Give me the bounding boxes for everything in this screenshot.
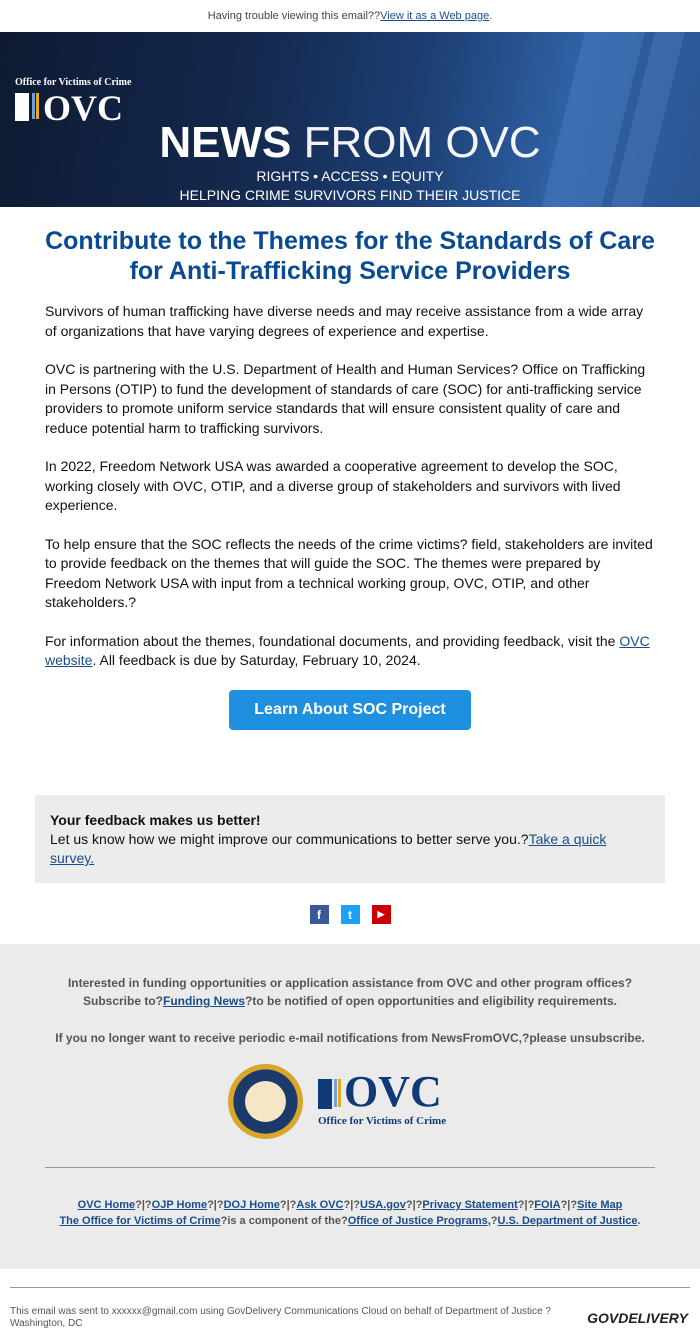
door-icon — [15, 93, 29, 121]
sent-notice: This email was sent to xxxxxx@gmail.com using GovDelivery Communications Cloud on behalf of Department of Justice ? Washington, DC — [10, 1306, 551, 1329]
separator: ?|? — [279, 1199, 297, 1211]
feedback-box — [35, 795, 665, 883]
paragraph-text: For information about the themes, foundational documents, and providing feedback, visit the — [45, 632, 620, 649]
component-text: . — [637, 1215, 641, 1227]
twitter-icon[interactable]: t — [341, 905, 360, 924]
funding-text: Interested in funding opportunities or application assistance from OVC and other program offices? — [67, 976, 633, 990]
banner-title-bold: NEWS — [159, 118, 292, 167]
usa-gov-link[interactable]: USA.gov — [360, 1199, 406, 1211]
unsubscribe-text: If you no longer want to receive periodic e-mail notifications from NewsFromOVC,?please unsubscribe. — [55, 1031, 645, 1045]
feedback-title: Your feedback makes us better! — [50, 812, 261, 828]
logo-small-text: Office for Victims of Crime — [318, 1115, 447, 1127]
view-web-page-link[interactable]: View it as a Web page — [380, 10, 490, 22]
separator: ?|? — [405, 1199, 423, 1211]
article-title: Contribute to the Themes for the Standards of Care for Anti-Trafficking Service Providers — [45, 227, 655, 285]
footer-links — [0, 1197, 700, 1229]
survey-link[interactable]: Take a quick survey. — [50, 831, 607, 866]
logo-big-text: OVC — [43, 88, 123, 128]
ask-ovc-link[interactable]: Ask OVC — [296, 1199, 344, 1211]
ovc-website-link[interactable]: OVC website — [45, 632, 650, 668]
ojp-link[interactable]: Office of Justice Programs, — [347, 1215, 491, 1227]
youtube-icon[interactable]: ▶ — [372, 905, 391, 924]
separator: ?|? — [135, 1199, 152, 1211]
preheader-end: . — [489, 10, 493, 22]
component-line — [0, 1213, 700, 1229]
govdelivery-logo[interactable]: GOVDELIVERY — [587, 1310, 688, 1326]
funding-subscribe — [0, 992, 700, 1010]
funding-text: ?to be notified of open opportunities and eligibility requirements. — [245, 994, 618, 1008]
paragraph: Survivors of human trafficking have diverse needs and may receive assistance from a wide array of organizations that have varying degrees of experience and expertise. — [45, 303, 644, 339]
ovc-home-link[interactable]: OVC Home — [77, 1199, 136, 1211]
ojp-home-link[interactable]: OJP Home — [151, 1199, 208, 1211]
separator: ?|? — [207, 1199, 224, 1211]
facebook-icon[interactable]: f — [310, 905, 329, 924]
doj-ojp-seal — [228, 1064, 303, 1139]
banner-title-light: FROM OVC — [303, 118, 541, 167]
funding-news-link[interactable]: Funding News — [163, 994, 245, 1008]
component-text: ?is a component of the? — [220, 1215, 348, 1227]
foia-link[interactable]: FOIA — [534, 1199, 561, 1211]
paragraph-text: . All feedback is due by Saturday, February 10, 2024. — [92, 652, 421, 668]
divider — [45, 1167, 655, 1168]
logo-bar — [32, 93, 35, 119]
logo-bar — [334, 1079, 337, 1107]
tagline-sub: HELPING CRIME SURVIVORS FIND THEIR JUSTICE — [179, 187, 521, 203]
nav-links — [0, 1197, 700, 1213]
door-icon — [318, 1079, 332, 1109]
paragraph: To help ensure that the SOC reflects the needs of the crime victims? field, stakeholders are invited to provide feedback on the themes that will guide the SOC. The themes were prepared by Freedom Network USA with input from a technical working group, OVC, OTIP, and other stakeholders.? — [45, 535, 653, 610]
paragraph — [45, 632, 655, 671]
preheader — [0, 0, 700, 32]
divider — [10, 1287, 690, 1288]
social-links — [0, 905, 700, 924]
learn-about-soc-button[interactable]: Learn About SOC Project — [229, 690, 471, 730]
paragraph: In 2022, Freedom Network USA was awarded a cooperative agreement to develop the SOC, working closely with OVC, OTIP, and a diverse group of stakeholders and survivors with lived experience. — [45, 458, 621, 513]
funding-text: Subscribe to? — [82, 994, 163, 1008]
privacy-link[interactable]: Privacy Statement — [422, 1199, 518, 1211]
separator: ?|? — [343, 1199, 360, 1211]
separator: ?|? — [517, 1199, 535, 1211]
component-text: ? — [490, 1215, 498, 1227]
ovc-link[interactable]: The Office for Victims of Crime — [59, 1215, 221, 1227]
paragraph: OVC is partnering with the U.S. Department of Health and Human Services? Office on Trafficking in Persons (OTIP) to fund the development of standards of care (SOC) for anti-trafficking service providers to promote uniform service standards that will ensure consistent quality of care and reduce potential harm to trafficking survivors. — [45, 361, 646, 436]
doj-link[interactable]: U.S. Department of Justice — [497, 1215, 638, 1227]
tagline: RIGHTS • ACCESS • EQUITY — [256, 168, 444, 184]
logo-big-text: OVC — [344, 1067, 442, 1116]
header-banner — [0, 32, 700, 207]
logo-bar — [36, 93, 39, 119]
site-map-link[interactable]: Site Map — [577, 1199, 623, 1211]
doj-home-link[interactable]: DOJ Home — [223, 1199, 280, 1211]
logo-small-text: Office for Victims of Crime — [15, 77, 132, 88]
banner-title — [0, 120, 700, 166]
preheader-text: Having trouble viewing this email?? — [207, 10, 381, 22]
article-body — [0, 302, 700, 730]
feedback-text: Let us know how we might improve our communications to better serve you.? — [50, 831, 529, 847]
separator: ?|? — [560, 1199, 578, 1211]
logo-bar — [338, 1079, 341, 1107]
